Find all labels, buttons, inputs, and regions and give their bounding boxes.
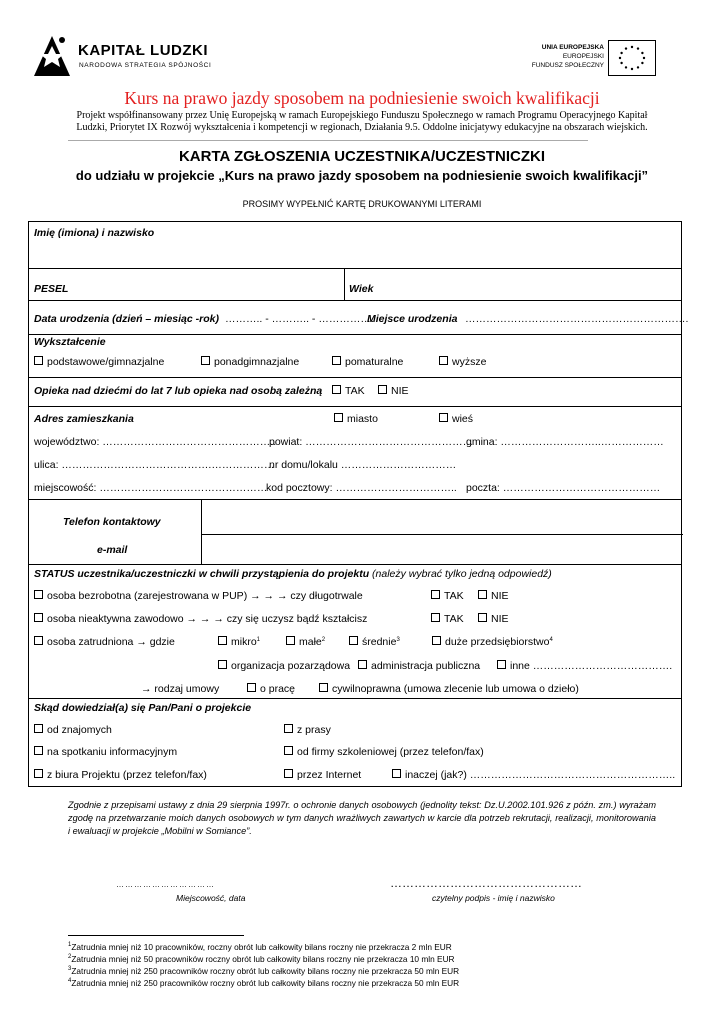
checkbox[interactable] xyxy=(34,356,43,365)
option-label: osoba nieaktywna zawodowo → → → czy się uczysz bądź kształcisz xyxy=(47,613,368,625)
pesel-label: PESEL xyxy=(34,283,69,295)
edu-postsecondary-option[interactable] xyxy=(332,356,403,369)
footnote-number: 1 xyxy=(68,942,72,948)
eu-flag-icon xyxy=(608,40,656,76)
checkbox[interactable] xyxy=(218,636,227,645)
checkbox[interactable] xyxy=(358,660,367,669)
kapital-ludzki-logo xyxy=(32,26,232,86)
checkbox[interactable] xyxy=(284,746,293,755)
checkbox[interactable] xyxy=(431,613,440,622)
footnote-number: 4 xyxy=(68,978,72,984)
place-date-line[interactable]: …………………………… xyxy=(116,880,215,889)
name-label: Imię (imiona) i nazwisko xyxy=(34,227,155,239)
eu-text xyxy=(532,43,604,70)
header-divider xyxy=(68,140,588,141)
divider xyxy=(29,564,681,565)
option-label: ponadgimnazjalne xyxy=(214,356,300,368)
dob-label: Data urodzenia (dzień – miesiąc -rok) xyxy=(34,313,219,325)
footnote-number: 3 xyxy=(68,966,72,972)
addr-village-option[interactable] xyxy=(439,413,473,426)
small-option[interactable] xyxy=(286,636,325,649)
footnote-number: 2 xyxy=(68,954,72,960)
src-office-option[interactable] xyxy=(34,769,207,782)
checkbox[interactable] xyxy=(432,636,441,645)
divider xyxy=(29,499,681,500)
care-label: Opieka nad dziećmi do lat 7 lub opieka nad osobą zależną xyxy=(34,385,323,397)
divider xyxy=(29,406,681,407)
status-heading xyxy=(34,568,552,581)
inactive-option[interactable] xyxy=(34,613,367,626)
checkbox[interactable] xyxy=(378,385,387,394)
birthplace-label: Miejsce urodzenia xyxy=(367,313,458,325)
phone-label: Telefon kontaktowy xyxy=(63,516,161,528)
district-field[interactable]: powiat: ………………………………………… xyxy=(269,436,474,448)
checkbox[interactable] xyxy=(497,660,506,669)
education-label: Wykształcenie xyxy=(34,336,106,348)
divider xyxy=(201,534,683,535)
edu-primary-option[interactable] xyxy=(34,356,164,369)
project-title: Kurs na prawo jazdy sposobem na podniesienie swoich kwalifikacji xyxy=(124,88,600,108)
checkbox[interactable] xyxy=(201,356,210,365)
status-note: (należy wybrać tylko jedną odpowiedź) xyxy=(372,568,552,580)
house-number-field[interactable]: nr domu/lokalu …………………………… xyxy=(269,459,457,471)
other-employer-option[interactable] xyxy=(497,660,672,673)
option-label: osoba zatrudniona → gdzie xyxy=(47,636,175,648)
option-label: podstawowe/gimnazjalne xyxy=(47,356,165,368)
option-label: miasto xyxy=(347,413,378,425)
option-label: duże przedsiębiorstwo xyxy=(445,636,550,648)
divider xyxy=(344,268,345,300)
footnote xyxy=(68,942,452,952)
phone-field[interactable] xyxy=(203,501,681,533)
option-label: z biura Projektu (przez telefon/fax) xyxy=(47,769,207,781)
checkbox[interactable] xyxy=(247,683,256,692)
footnote-divider xyxy=(68,935,244,936)
option-label: na spotkaniu informacyjnym xyxy=(47,746,178,758)
option-label: mikro xyxy=(231,636,257,648)
src-friends-option[interactable] xyxy=(34,724,112,737)
option-label: od firmy szkoleniowej (przez telefon/fax) xyxy=(297,746,484,758)
large-option[interactable] xyxy=(432,636,553,649)
checkbox[interactable] xyxy=(392,769,401,778)
ngo-option[interactable] xyxy=(218,660,350,673)
commune-field[interactable]: gmina: ………………………..……………… xyxy=(466,436,664,448)
checkbox[interactable] xyxy=(334,413,343,422)
checkbox[interactable] xyxy=(34,613,43,622)
option-label: o pracę xyxy=(260,683,296,695)
checkbox[interactable] xyxy=(478,590,487,599)
src-other-option[interactable] xyxy=(392,769,675,782)
option-label: inne …………………………………. xyxy=(510,660,673,672)
src-internet-option[interactable] xyxy=(284,769,361,782)
checkbox[interactable] xyxy=(332,356,341,365)
post-office-field[interactable]: poczta: ……………………………………… xyxy=(466,482,661,494)
eu-logo xyxy=(531,40,656,76)
medium-option[interactable] xyxy=(349,636,400,649)
checkbox[interactable] xyxy=(284,724,293,733)
option-label: NIE xyxy=(491,590,509,602)
footnote-text: Zatrudnia mniej niż 50 pracowników roczny obrót lub całkowity bilans roczny nie przekracza 10 mln EUR xyxy=(71,954,455,964)
name-field[interactable] xyxy=(34,242,674,266)
divider xyxy=(29,377,681,378)
src-meeting-option[interactable] xyxy=(34,746,177,759)
source-label: Skąd dowiedział(a) się Pan/Pani o projekcie xyxy=(34,702,252,714)
signature-caption: czytelny podpis - imię i nazwisko xyxy=(432,893,555,903)
care-no-option[interactable] xyxy=(378,385,409,398)
option-label: TAK xyxy=(345,385,365,397)
kapital-ludzki-emblem-icon xyxy=(32,30,72,78)
eu-line-1: UNIA EUROPEJSKA xyxy=(541,44,604,51)
checkbox[interactable] xyxy=(284,769,293,778)
card-title: KARTA ZGŁOSZENIA UCZESTNIKA/UCZESTNICZKI xyxy=(178,148,546,165)
edu-secondary-option[interactable] xyxy=(201,356,299,369)
option-label: wieś xyxy=(452,413,474,425)
footnote-ref: 2 xyxy=(321,637,326,643)
place-date-caption: Miejscowość, data xyxy=(176,893,246,903)
option-label: administracja publiczna xyxy=(371,660,481,672)
eu-line-3: FUNDUSZ SPOŁECZNY xyxy=(531,62,604,69)
option-label: TAK xyxy=(444,590,464,602)
checkbox[interactable] xyxy=(34,590,43,599)
option-label: inaczej (jak?) ………………………………………………….. xyxy=(405,769,676,781)
street-field[interactable]: ulica: …………………………………….……………… xyxy=(34,459,275,471)
divider xyxy=(29,300,681,301)
option-label: wyższe xyxy=(452,356,487,368)
voivodeship-field[interactable]: województwo: ………………………………………….. xyxy=(34,436,277,448)
footnote xyxy=(68,966,459,976)
option-label: organizacja pozarządowa xyxy=(231,660,351,672)
divider xyxy=(201,499,202,564)
divider xyxy=(29,698,681,699)
option-label: cywilnoprawna (umowa zlecenie lub umowa o dzieło) xyxy=(332,683,579,695)
footnote-ref: 1 xyxy=(256,637,261,643)
employed-option[interactable] xyxy=(34,636,175,649)
email-label: e-mail xyxy=(97,544,128,556)
eu-line-2: EUROPEJSKI xyxy=(562,53,604,60)
option-label: pomaturalne xyxy=(345,356,404,368)
src-press-option[interactable] xyxy=(284,724,331,737)
card-subtitle: do udziału w projekcie „Kurs na prawo jazdy sposobem na podniesienie swoich kwalifikacji” xyxy=(75,168,649,183)
studying-no-option[interactable] xyxy=(478,613,509,626)
option-label: średnie xyxy=(362,636,397,648)
cofinance-note xyxy=(60,110,664,134)
checkbox[interactable] xyxy=(439,413,448,422)
checkbox[interactable] xyxy=(34,724,43,733)
public-admin-option[interactable] xyxy=(358,660,480,673)
divider xyxy=(29,268,681,269)
address-label: Adres zamieszkania xyxy=(34,413,134,425)
footnote-ref: 4 xyxy=(549,637,553,643)
logo-title: KAPITAŁ LUDZKI xyxy=(78,42,209,59)
option-label: NIE xyxy=(391,385,409,397)
registration-form xyxy=(28,221,689,787)
option-label: małe xyxy=(299,636,322,648)
email-field[interactable] xyxy=(203,536,681,563)
micro-option[interactable] xyxy=(218,636,260,649)
checkbox[interactable] xyxy=(218,660,227,669)
checkbox[interactable] xyxy=(34,636,43,645)
divider xyxy=(29,334,681,335)
option-label: od znajomych xyxy=(47,724,112,736)
birthplace-field[interactable]: ………………………………………………………. xyxy=(465,313,689,325)
option-label: NIE xyxy=(491,613,509,625)
footnote-text: Zatrudnia mniej niż 250 pracowników roczny obrót lub całkowity bilans roczny nie przekracza 50 mln EUR xyxy=(71,966,460,976)
footnote xyxy=(68,978,459,988)
contract-type-label: → rodzaj umowy xyxy=(141,683,220,695)
dob-field[interactable]: ……….. - ……….. - ……………. xyxy=(225,313,374,325)
checkbox[interactable] xyxy=(478,613,487,622)
footnote-text: Zatrudnia mniej niż 10 pracowników, roczny obrót lub całkowity bilans roczny nie przekracza 2 mln EUR xyxy=(71,942,452,952)
checkbox[interactable] xyxy=(34,746,43,755)
checkbox[interactable] xyxy=(439,356,448,365)
checkbox[interactable] xyxy=(431,590,440,599)
postcode-field[interactable]: kod pocztowy: …………………………….. xyxy=(266,482,457,494)
checkbox[interactable] xyxy=(332,385,341,394)
long-term-no-option[interactable] xyxy=(478,590,509,603)
cofinance-line-1: Projekt współfinansowany przez Unię Europejską w ramach Europejskiego Funduszu Społecznego w ramach Programu Operacyjnego Kapitał xyxy=(76,110,648,121)
checkbox[interactable] xyxy=(319,683,328,692)
checkbox[interactable] xyxy=(34,769,43,778)
locality-field[interactable]: miejscowość: ………………………………………… xyxy=(34,482,268,494)
footnote xyxy=(68,954,455,964)
cofinance-line-2: Ludzki, Priorytet IX Rozwój wykształcenia i kompetencji w regionach, Działania 9.5. Oddolne inicjatywy edukacyjne na obszarach wiejskich. xyxy=(76,122,648,133)
unemployed-option[interactable] xyxy=(34,590,363,603)
option-label: z prasy xyxy=(297,724,331,736)
checkbox[interactable] xyxy=(286,636,295,645)
addr-city-option[interactable] xyxy=(334,413,378,426)
edu-higher-option[interactable] xyxy=(439,356,486,369)
consent-text: Zgodnie z przepisami ustawy z dnia 29 sierpnia 1997r. o ochronie danych osobowych (jednolity tekst: Dz.U.2002.101.926 z późn. zm.) wyrażam zgodę na przetwarzanie moich danych osobowych w tym danych wrażliwych zawartych w karcie dla potrzeb rekrutacji, realizacji, monitorowania i ewaluacji w projekcie „Mobilni w Somiance”. xyxy=(68,800,656,836)
option-label: TAK xyxy=(444,613,464,625)
option-label: przez Internet xyxy=(297,769,362,781)
civil-contract-option[interactable] xyxy=(319,683,579,696)
long-term-yes-option[interactable] xyxy=(431,590,464,603)
src-training-option[interactable] xyxy=(284,746,484,759)
studying-yes-option[interactable] xyxy=(431,613,464,626)
care-yes-option[interactable] xyxy=(332,385,365,398)
logo-subtitle: NARODOWA STRATEGIA SPÓJNOŚCI xyxy=(79,62,212,69)
checkbox[interactable] xyxy=(349,636,358,645)
footnote-ref: 3 xyxy=(396,637,400,643)
employment-contract-option[interactable] xyxy=(247,683,295,696)
age-label: Wiek xyxy=(349,283,374,295)
option-label: osoba bezrobotna (zarejestrowana w PUP) → → → czy długotrwale xyxy=(47,590,363,602)
instruction: PROSIMY WYPEŁNIĆ KARTĘ DRUKOWANYMI LITERAMI xyxy=(242,199,482,209)
status-label: STATUS uczestnika/uczestniczki w chwili przystąpienia do projektu xyxy=(34,568,370,580)
signature-line[interactable]: ………………………………………… xyxy=(390,876,582,890)
footnote-text: Zatrudnia mniej niż 250 pracowników roczny obrót lub całkowity bilans roczny nie przekracza 50 mln EUR xyxy=(71,978,460,988)
